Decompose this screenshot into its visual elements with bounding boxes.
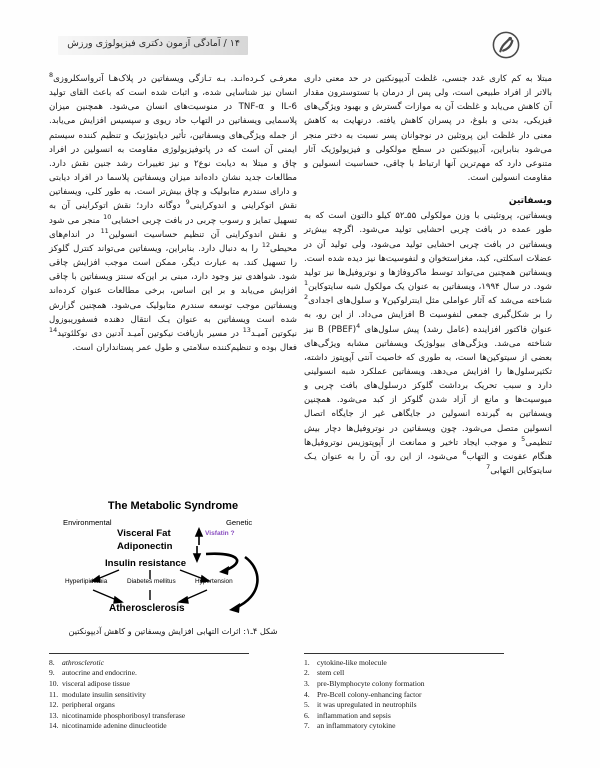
right-text-column xyxy=(304,72,552,478)
paragraph: مبتلا به کم کاری غدد جنسی، غلظت آدیپونکتین در حد معنی داری بالاتر از افراد طبیعی است، ولی پس از درمان با تستوسترون مقدار آن کاهش می‌یابد و غلظت آن به موازات گسترش و بهبود ویژگی‌های فیزیکی، بدنی و بلوغ، در پسران کاهش یافته. درنهایت به کاهش معنی دار غلظت این پروتئین در نوجوانان پسر نسبت به دختر منجر می‌شود بنابراین، آدیپونکتین در سطح مولکولی و فیزیولوژیک آثار متنوعی دارد که مهم‌ترین آنها ارتباط با چاقی، حساسیت انسولین و مقاومت انسولین است. xyxy=(304,74,552,184)
footnote-number: 13. xyxy=(49,710,59,720)
footnote-ref: 5 xyxy=(521,434,526,443)
footnotes-left xyxy=(49,653,297,732)
figure-node-insulin-resistance: Insulin resistance xyxy=(105,558,187,569)
section-heading-visfatin: ویسفاتین xyxy=(508,196,552,207)
footnote-item xyxy=(49,690,297,701)
footnote-ref: 14 xyxy=(49,325,58,334)
footnote-text: nicotinamide adenine dinucleotide xyxy=(62,721,167,731)
footnote-ref: 7 xyxy=(486,463,491,472)
figure-node-hyperlipidemia: Hyperlipidemia xyxy=(65,578,108,585)
figure-node-atherosclerosis: Atherosclerosis xyxy=(109,603,185,614)
footnote-ref: 9 xyxy=(185,198,190,207)
footnote-item xyxy=(49,658,297,669)
footnote-item xyxy=(49,700,297,711)
footnote-ref: 10 xyxy=(103,212,112,221)
footnote-text: pre-Blymphocyte colony formation xyxy=(317,679,425,689)
footnote-text: modulate insulin sensitivity xyxy=(62,689,146,699)
figure-node-adiponectin: Adiponectin xyxy=(117,541,173,552)
footnote-ref: 2 xyxy=(304,293,309,302)
footnote-ref: 12 xyxy=(261,241,271,250)
footnote-list-left xyxy=(49,658,297,732)
footnote-divider xyxy=(304,653,504,654)
figure-node-diabetes-mellitus: Diabetes mellitus xyxy=(127,578,176,585)
left-text-column xyxy=(49,72,297,355)
footnote-ref: 8 xyxy=(49,71,54,80)
footnote-number: 9. xyxy=(49,668,55,678)
figure-node-genetic: Genetic xyxy=(226,518,253,527)
footnote-number: 5. xyxy=(304,700,310,710)
footnote-divider xyxy=(49,653,249,654)
footnote-item xyxy=(49,721,297,732)
footnote-number: 14. xyxy=(49,721,59,731)
figure-node-visfatin: Visfatin ? xyxy=(205,530,235,537)
figure-metabolic-syndrome xyxy=(49,500,297,636)
footnote-item xyxy=(304,679,552,690)
footnote-number: 8. xyxy=(49,657,55,667)
footnote-item xyxy=(304,658,552,669)
footnote-number: 1. xyxy=(304,657,310,667)
footnote-item xyxy=(49,668,297,679)
figure-canvas xyxy=(49,500,297,622)
footnote-list-right xyxy=(304,658,552,732)
footnote-number: 10. xyxy=(49,679,59,689)
footnote-item xyxy=(49,711,297,722)
footnote-ref: 1 xyxy=(304,279,309,288)
page-header: ۱۴ / آمادگی آزمون دکتری فیزیولوژی ورزش xyxy=(67,38,240,49)
footnote-text: athrosclerotic xyxy=(62,657,105,667)
footnote-text: autocrine and endocrine. xyxy=(62,668,137,678)
footnote-ref: 4 xyxy=(356,321,361,330)
footnote-number: 4. xyxy=(304,689,310,699)
footnote-text: nicotinamide phosphoribosyl transferase xyxy=(62,710,186,720)
footnote-number: 12. xyxy=(49,700,59,710)
footnote-item xyxy=(49,679,297,690)
footnote-ref: 11 xyxy=(100,226,109,235)
footnote-item xyxy=(304,668,552,679)
footnote-number: 6. xyxy=(304,710,310,720)
footnote-item xyxy=(304,711,552,722)
footnote-ref: 6 xyxy=(462,449,467,458)
footnote-number: 7. xyxy=(304,721,310,731)
paragraph: ویسفاتین، پروتئینی با وزن مولکولی ۵۵ـ۵۲ کیلو دالتون است که به طور عمده در بافت چربی احشایی تولید می‌شود. اگرچه بیش‌تر ویسفاتین در بافت چربی احشایی تولید می‌شود، ولی تولید آن در عضلات اسکلتی، کبد، مغزاستخوان و لنفوسیت‌ها نیز دیده شده است. ویسفاتین همچنین می‌تواند توسط ماکروفاژها و نوتروفیل‌ها نیز تولید شود. در سال ۱۹۹۴، ویسفاتین به عنوان یک مولکول شبه سایتوکاین$^1$ شناخته می‌شد که آثار عواملی مثل اینترلوکین۷ و سلول‌های اجدادی$^2$ را بر شکل‌گیری جمعی لنفوسیت B افزایش می‌داد. از این رو، به عنوان فاکتور افزاینده (عامل رشد) پیش سلول‌های B (PBEF)$^4$ نیز شناخته می‌شد. ویژگی‌های بیولوژیک ویسفاتین مشابه ویژگی‌های بعضی از سیتوکین‌ها است، به طوری که خاصیت آنتی آپوپتوز داشته، تکثیرسلول‌ها را افزایش می‌دهد. ویسفاتین عملکرد شبه انسولینی دارد و سبب تحریک برداشت گلوکز درسلول‌های بافت چربی و میوسیت‌ها و مانع از آزاد شدن گلوکز از کبد می‌شود. همچنین ویسفاتین به گیرنده انسولین در جایگاهی غیر از جایگاه اتصال انسولین متصل می‌شود. چون ویسفاتین در نوتروفیل‌ها دچار بیش تنظیمی$^5$ و موجب ایجاد تاخیر و ممانعت از آپوپتوزیس نوتروفیل‌ها هنگام عفونت و التهاب$^6$ می‌شود، از این رو، آن را به عنوان یـک سایتوکاین التهابی$^7$ xyxy=(304,211,553,477)
footnote-text: visceral adipose tissue xyxy=(62,679,130,689)
footnote-ref: 13 xyxy=(242,325,251,334)
footnote-text: cytokine-like molecule xyxy=(317,657,387,667)
footnote-text: inflammation and sepsis xyxy=(317,710,391,720)
paragraph: معرفـی کـرده‌انـد. بـه تـازگی ویسفاتین در پلاک‌هـا آترواسکلروزی$^8$ انسان نیز شناسایی شده، و اثبات شده است که باعث القای تولید IL-6 و TNF-α در منوسیت‌های انسان می‌شود. همچنین میزان پلاسمایی ویسفاتین در التهاب حاد ریوی و سپسیس افزایش می‌یابد. از جمله ویژگی‌های ویسفاتین، تأثیر دیابتوژنیک و تنظیم کننده سیستم ایمنی آن است که در پاتوفیزیولوژی مقاومت به انسولین در افراد چاق و مبتلا به دیابت نوع۲ و نیز تغییرات رشد جنین نقش دارد. مطالعات جدید نشان داده‌اند میزان ویسفاتین پلاسما در افراد دیابتی و دارای سندرم متابولیک و چاق بیش‌تر است. به طور کلی، ویسفاتین نقش اتوکراینی و اندوکراینی$^9$ دوگانه دارد؛ نقش اتوکراینی آن به تسهیل تمایز و رسوب چربی در بافت چربی احشایی$^{10}$ منجر می شود و نقش اندوکراینی آن تنظیم حساسیت انسولین$^{11}$ در اندام‌های محیطی$^{12}$ را به دنبال دارد. بنابراین، ویسفاتین می‌تواند کنترل گلوکز را تسهیل کند. به عبارت دیگر، ممکن است موجب افزایش چاقی شود. شواهدی نیز وجود دارد، مبنی بر این‌که سنتز ویسفاتین با چاقی افزایش می‌یابد و بر این اساس، برخی مطالعات عنوان کرده‌اند ویسفاتین موجب توسعه سندرم متابولیک می‌شود. همچنین گزارش شده است ویسفاتین به عنوان یـک انتقال دهنده فسفوریبوزول نیکوتین آمیـد$^{13}$ در مسیر بازیافت نیکوتین آمیـد آدنین دی نوکلئوتید$^{14}$ فعال بوده و تنظیم‌کننده سلامتی و طول عمر پستانداران است. xyxy=(49,71,298,353)
footnote-item xyxy=(304,690,552,701)
footnote-text: peripheral organs xyxy=(62,700,115,710)
figure-node-visceral-fat: Visceral Fat xyxy=(117,528,171,539)
figure-caption: شکل ۴ـ۱: اثرات التهابی افزایش ویسفاتین و کاهش آدیپونکتین xyxy=(68,626,278,636)
figure-title: The Metabolic Syndrome xyxy=(107,500,239,512)
footnote-text: it was upregulated in neutrophils xyxy=(317,700,417,710)
figure-node-environmental: Environmental xyxy=(63,518,112,527)
footnote-text: stem cell xyxy=(317,668,345,678)
footnote-item xyxy=(304,700,552,711)
footnote-text: Pre-Bcell colony-enhancing factor xyxy=(317,689,422,699)
figure-node-hypertension: Hypertension xyxy=(195,578,233,585)
sport-physiology-logo-icon xyxy=(492,31,520,59)
footnote-number: 2. xyxy=(304,668,310,678)
footnote-item xyxy=(304,721,552,732)
footnote-text: an inflammatory cytokine xyxy=(317,721,396,731)
footnote-number: 11. xyxy=(49,689,59,699)
footnote-number: 3. xyxy=(304,679,310,689)
footnotes-right xyxy=(304,653,552,732)
